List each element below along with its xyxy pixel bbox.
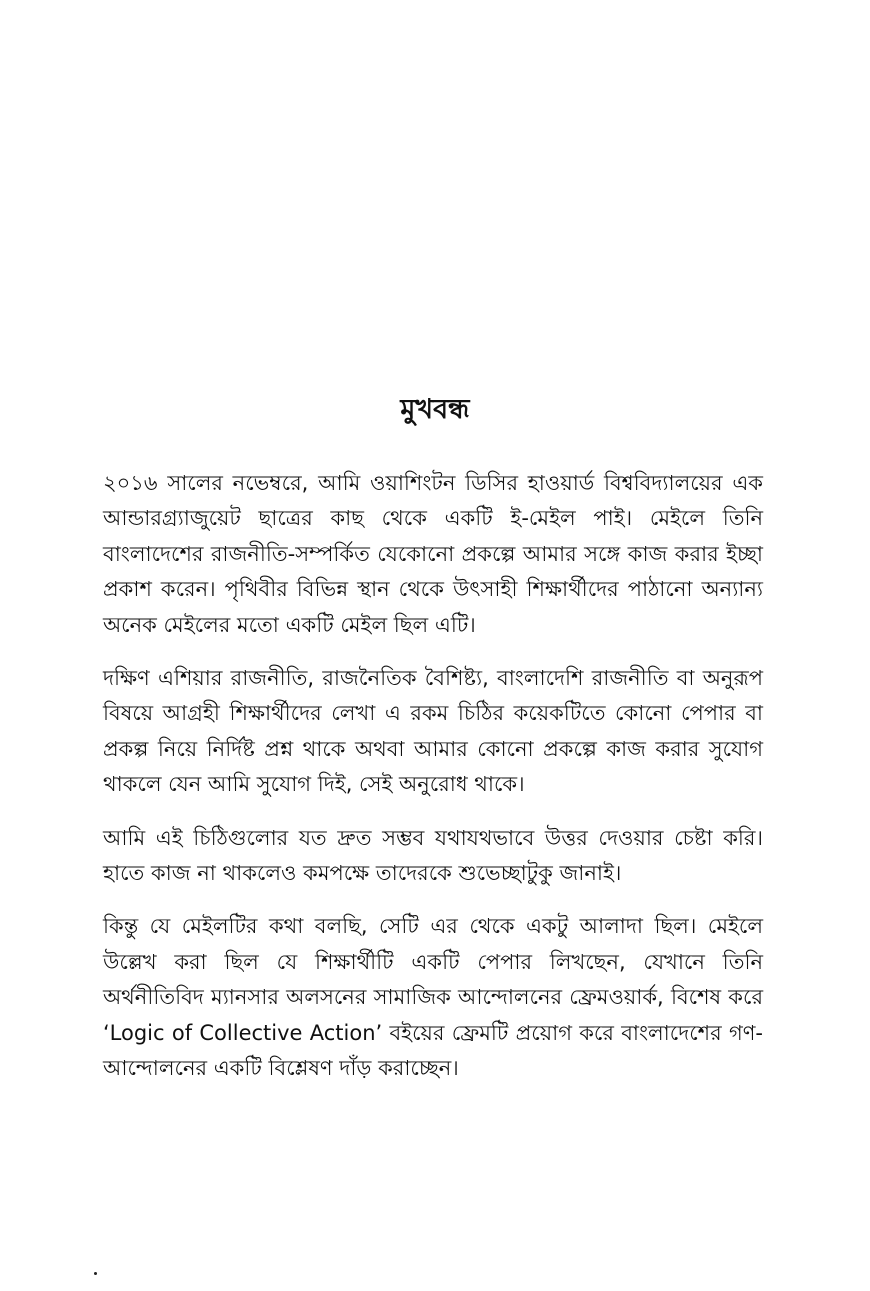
body-text: [103, 466, 763, 1105]
paragraph-2: দক্ষিণ এশিয়ার রাজনীতি, রাজনৈতিক বৈশিষ্ট্য, বাংলাদেশি রাজনীতি বা অনুরূপ বিষয়ে আগ্রহী শিক্ষার্থীদের লেখা এ রকম চিঠির কয়েকটিতে কোনো পেপার বা প্রকল্প নিয়ে নির্দিষ্ট প্রশ্ন থাকে অথবা আমার কোনো প্রকল্পে কাজ করার সুযোগ থাকলে যেন আমি সুযোগ দিই, সেই অনুরোধ থাকে।: [103, 666, 763, 797]
paragraph-1: ২০১৬ সালের নভেম্বরে, আমি ওয়াশিংটন ডিসির হাওয়ার্ড বিশ্ববিদ্যালয়ের এক আন্ডারগ্র্যাজুয়েট ছাত্রের কাছ থেকে একটি ই-মেইল পাই। মেইলে তিনি বাংলাদেশের রাজনীতি-সম্পর্কিত যেকোনো প্রকল্পে আমার সঙ্গে কাজ করার ইচ্ছা প্রকাশ করেন। পৃথিবীর বিভিন্ন স্থান থেকে উৎসাহী শিক্ষার্থীদের পাঠানো অন্যান্য অনেক মেইলের মতো একটি মেইল ছিল এটি।: [103, 471, 763, 637]
scan-speck: [94, 1272, 97, 1275]
paragraph-4: কিন্তু যে মেইলটির কথা বলছি, সেটি এর থেকে একটু আলাদা ছিল। মেইলে উল্লেখ করা ছিল যে শিক্ষার্থীটি একটি পেপার লিখছেন, যেখানে তিনি অর্থনীতিবিদ ম্যানসার অলসনের সামাজিক আন্দোলনের ফ্রেমওয়ার্ক, বিশেষ করে ‘Logic of Collective Action’ বইয়ের ফ্রেমটি প্রয়োগ করে বাংলাদেশের গণ-আন্দোলনের একটি বিশ্লেষণ দাঁড় করাচ্ছেন।: [103, 914, 763, 1081]
paragraph-3: আমি এই চিঠিগুলোর যত দ্রুত সম্ভব যথাযথভাবে উত্তর দেওয়ার চেষ্টা করি। হাতে কাজ না থাকলেও কমপক্ষে তাদেরকে শুভেচ্ছাটুকু জানাই।: [103, 825, 763, 886]
page-heading: মুখবন্ধ: [400, 394, 470, 425]
